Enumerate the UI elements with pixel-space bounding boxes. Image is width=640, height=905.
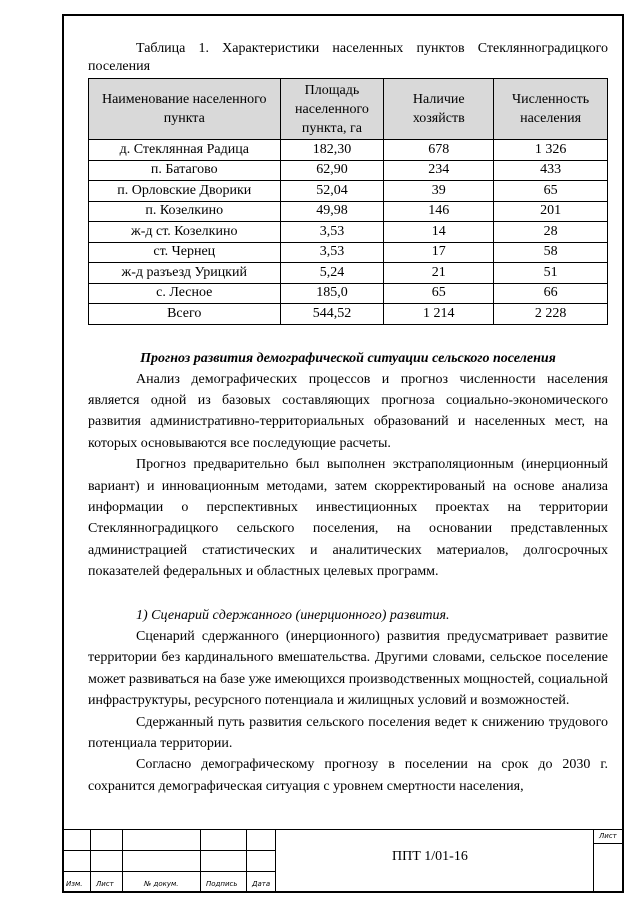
table-row	[89, 181, 608, 202]
cell: 5,24	[280, 263, 384, 284]
cell: 17	[384, 242, 494, 263]
document-code: ППТ 1/01-16	[392, 849, 468, 864]
cell: 234	[384, 160, 494, 181]
table-total-row	[89, 304, 608, 325]
stamp-line	[275, 829, 276, 893]
table-row	[89, 222, 608, 243]
cell: п. Орловские Дворики	[89, 181, 281, 202]
table-row	[89, 160, 608, 181]
stamp-line	[246, 829, 247, 893]
subsection-heading: 1) Сценарий сдержанного (инерционного) развития.	[136, 607, 450, 623]
paragraph: Прогноз предварительно был выполнен экстраполяционным (инерционный вариант) и инновационным методами, затем скорректированый на основе анализа информации о перспективных инвестиционных проектах на территории Стеклянноградицкого сельского поселения, на основании представленных администрацией статистических и аналитических материалов, долгосрочных показателей федеральных и областных целевых программ.	[88, 457, 608, 580]
cell: 185,0	[280, 283, 384, 304]
title-block	[62, 829, 624, 893]
stamp-col-label: № докум.	[144, 880, 179, 888]
table-row	[89, 263, 608, 284]
stamp-line	[90, 829, 91, 893]
stamp-line	[200, 829, 201, 893]
sheet-label: Лист	[599, 832, 617, 840]
table-row	[89, 283, 608, 304]
cell: 51	[494, 263, 608, 284]
cell: 52,04	[280, 181, 384, 202]
paragraph: Сценарий сдержанного (инерционного) развития предусматривает развитие территории без кардинального вмешательства. Другими словами, сельское поселение может развиваться на базе уже имеющихся производственных мощностей, социальной инфраструктуры, ресурсного потенциала и жилищных условий и возможностей.	[88, 628, 608, 709]
stamp-col-label: Лист	[96, 880, 114, 888]
stamp-line	[593, 843, 624, 844]
paragraph: Анализ демографических процессов и прогноз численности населения является одной из базовых составляющих прогноза социально-экономического развития административно-территориальных образований и населенных мест, на которых основываются все последующие расчеты.	[88, 371, 608, 451]
cell: п. Батагово	[89, 160, 281, 181]
cell: ж-д разъезд Урицкий	[89, 263, 281, 284]
cell: п. Козелкино	[89, 201, 281, 222]
cell: 182,30	[280, 140, 384, 161]
cell: 678	[384, 140, 494, 161]
header-name: Наименование населенного пункта	[89, 79, 281, 140]
stamp-line	[62, 871, 275, 872]
table-row	[89, 242, 608, 263]
cell: 58	[494, 242, 608, 263]
header-population: Численность населения	[494, 79, 608, 140]
header-area: Площадь населенного пункта, га	[280, 79, 384, 140]
section-heading: Прогноз развития демографической ситуации сельского поселения	[140, 350, 556, 366]
cell: 14	[384, 222, 494, 243]
document-body	[88, 40, 608, 797]
cell: 2 228	[494, 304, 608, 325]
cell: 3,53	[280, 222, 384, 243]
cell: 544,52	[280, 304, 384, 325]
stamp-col-label: Подпись	[206, 880, 238, 888]
cell: 28	[494, 222, 608, 243]
stamp-line	[62, 829, 624, 830]
cell: 65	[384, 283, 494, 304]
cell: ст. Чернец	[89, 242, 281, 263]
paragraph: Согласно демографическому прогнозу в поселении на срок до 2030 г. сохранится демографическая ситуация с уровнем смертности населения,	[88, 757, 608, 794]
cell: 65	[494, 181, 608, 202]
cell: 62,90	[280, 160, 384, 181]
cell: 3,53	[280, 242, 384, 263]
cell: ж-д ст. Козелкино	[89, 222, 281, 243]
cell: 433	[494, 160, 608, 181]
stamp-col-label: Изм.	[66, 880, 83, 888]
paragraph: Сдержанный путь развития сельского поселения ведет к снижению трудового потенциала территории.	[88, 714, 608, 751]
cell: 21	[384, 263, 494, 284]
stamp-line	[122, 829, 123, 893]
settlements-table	[88, 78, 608, 325]
header-households: Наличие хозяйств	[384, 79, 494, 140]
cell: 66	[494, 283, 608, 304]
cell: с. Лесное	[89, 283, 281, 304]
table-caption: Таблица 1. Характеристики населенных пунктов Стеклянноградицкого поселения	[88, 41, 608, 74]
cell: 49,98	[280, 201, 384, 222]
cell: д. Стеклянная Радица	[89, 140, 281, 161]
cell: 1 326	[494, 140, 608, 161]
cell: 146	[384, 201, 494, 222]
cell: Всего	[89, 304, 281, 325]
table-row	[89, 140, 608, 161]
stamp-col-label: Дата	[252, 880, 271, 888]
stamp-line	[62, 850, 275, 851]
cell: 1 214	[384, 304, 494, 325]
stamp-line	[593, 829, 594, 893]
table-header-row	[89, 79, 608, 140]
table-row	[89, 201, 608, 222]
cell: 201	[494, 201, 608, 222]
cell: 39	[384, 181, 494, 202]
